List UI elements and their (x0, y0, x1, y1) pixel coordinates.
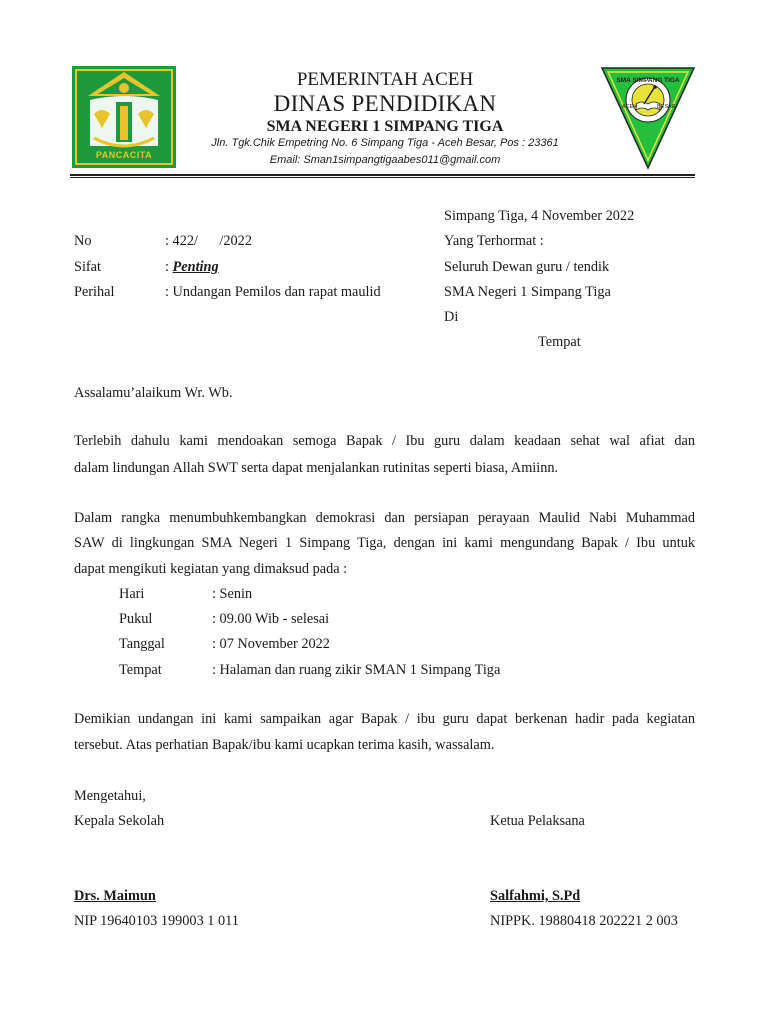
sifat-row (165, 254, 219, 280)
detail-value: : Halaman dan ruang zikir SMAN 1 Simpang Tiga (212, 662, 501, 678)
header-email: Email: Sman1simpangtigaabes011@gmail.com (269, 154, 501, 166)
aceh-pancacita-emblem-icon (72, 66, 176, 168)
detail-label: Tempat (119, 662, 162, 678)
perihal-label: Perihal (74, 284, 115, 300)
detail-label: Pukul (119, 611, 153, 627)
detail-label: Tanggal (119, 636, 165, 652)
sifat-value: Penting (172, 259, 219, 275)
paragraph-3-line-2: tersebut. Atas perhatian Bapak/ibu kami ucapkan terima kasih, wassalam. (74, 737, 495, 753)
paragraph-2-line-1: Dalam rangka menumbuhkembangkan demokrasi dan persiapan perayaan Maulid Nabi Muhammad (74, 510, 695, 526)
detail-value: : 07 November 2022 (212, 636, 330, 652)
right-signer-title: Ketua Pelaksana (490, 813, 585, 829)
emblem-right-text: BESAR (657, 104, 676, 110)
paragraph-1-line-1: Terlebih dahulu kami mendoakan semoga Bapak / Ibu guru dalam keadaan sehat wal afiat dan (74, 433, 695, 449)
detail-label: Hari (119, 586, 145, 602)
recipient-place: Tempat (538, 334, 581, 350)
emblem-left-text: ACEH (622, 104, 638, 110)
sifat-colon: : (165, 259, 173, 275)
emblem-caption: PANCACITA (95, 150, 153, 160)
left-signer-id: NIP 19640103 199003 1 011 (74, 913, 239, 929)
left-signer-name: Drs. Maimun (74, 888, 156, 904)
letter-date: Simpang Tiga, 4 November 2022 (444, 208, 635, 224)
paragraph-3-line-1: Demikian undangan ini kami sampaikan agar Bapak / ibu guru dapat berkenan hadir pada kegiatan (74, 711, 695, 727)
perihal-value: : Undangan Pemilos dan rapat maulid (165, 284, 381, 300)
no-value: : 422/ /2022 (165, 233, 252, 249)
right-signer-name: Salfahmi, S.Pd (490, 888, 581, 904)
paragraph-2-line-2: SAW di lingkungan SMA Negeri 1 Simpang Tiga, dengan ini kami mengundang Bapak / Ibu untuk (74, 535, 695, 551)
header-address: Jln. Tgk.Chik Empetring No. 6 Simpang Tiga - Aceh Besar, Pos : 23361 (211, 137, 559, 149)
emblem-ring-text: SMA SIMPANG TIGA (616, 77, 680, 84)
right-signer-id: NIPPK. 19880418 202221 2 003 (490, 913, 678, 929)
salam: Assalamu’alaikum Wr. Wb. (74, 385, 233, 401)
recipient-to: Seluruh Dewan guru / tendik (444, 259, 610, 275)
paragraph-1-line-2: dalam lindungan Allah SWT serta dapat menjalankan rutinitas seperti biasa, Amiinn. (74, 460, 559, 476)
no-label: No (74, 233, 92, 249)
header-title-1: PEMERINTAH ACEH (296, 69, 474, 90)
header-school-name: SMA NEGERI 1 SIMPANG TIGA (266, 118, 504, 135)
sifat-label: Sifat (74, 259, 102, 275)
paragraph-2-line-3: dapat mengikuti kegiatan yang dimaksud pada : (74, 561, 348, 577)
recipient-di: Di (444, 309, 459, 325)
left-signer-title: Kepala Sekolah (74, 813, 165, 829)
detail-value: : 09.00 Wib - selesai (212, 611, 330, 627)
header-divider (70, 174, 695, 178)
school-emblem-icon (600, 66, 696, 170)
header-title-2: DINAS PENDIDIKAN (273, 91, 497, 116)
detail-value: : Senin (212, 586, 253, 602)
recipient-greeting: Yang Terhormat : (444, 233, 544, 249)
recipient-org: SMA Negeri 1 Simpang Tiga (444, 284, 611, 300)
mengetahui: Mengetahui, (74, 788, 146, 804)
